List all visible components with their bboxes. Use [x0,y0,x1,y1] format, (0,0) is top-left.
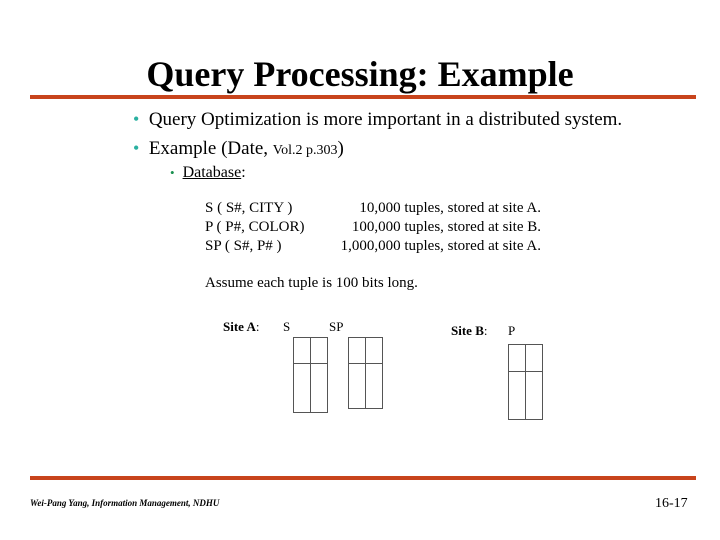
bullet-text: Example (Date, [148,138,273,159]
bullet-dot: • [170,165,175,180]
table-p [508,344,543,420]
relation-info: 10,000 tuples, stored at site A. [359,200,541,216]
site-b-name: Site B [451,323,484,338]
bullet-text: Query Optimization is more important in a distributed system. [148,109,623,130]
assumption-text: Assume each tuple is 100 bits long. [205,275,418,291]
site-a-label [223,319,260,335]
colon: : [241,164,246,181]
site-b-label [451,323,488,339]
bullet-dot: • [133,109,140,129]
relation-schema: P ( P#, COLOR) [205,219,305,235]
page-number: 16-17 [655,496,688,511]
table-s [293,337,328,413]
bullet-dot: • [133,138,140,158]
footer-text: Wei-Pang Yang, Information Management, NDHU [30,498,220,508]
site-a-name: Site A [223,319,256,334]
bullet-2 [133,137,344,162]
table-label-sp: SP [329,319,344,334]
colon: : [255,319,260,334]
relation-schema: S ( S#, CITY ) [205,200,293,216]
bullet-1 [133,108,622,131]
relations-schemas [205,199,304,256]
table-label-s: S [283,319,291,334]
database-label: Database [182,164,242,181]
reference: Vol.2 p.303 [272,143,338,158]
relation-info: 1,000,000 tuples, stored at site A. [340,238,541,254]
relations-info [341,199,541,256]
relation-info: 100,000 tuples, stored at site B. [351,219,541,235]
relation-schema: SP ( S#, P# ) [205,238,282,254]
slide-title: Query Processing: Example [146,54,574,94]
sub-bullet [170,164,246,182]
bullet-text: ) [337,138,344,159]
table-label-p: P [508,323,516,338]
footer-rule [30,476,696,480]
title-rule [30,95,696,99]
table-sp [348,337,383,409]
colon: : [483,323,488,338]
